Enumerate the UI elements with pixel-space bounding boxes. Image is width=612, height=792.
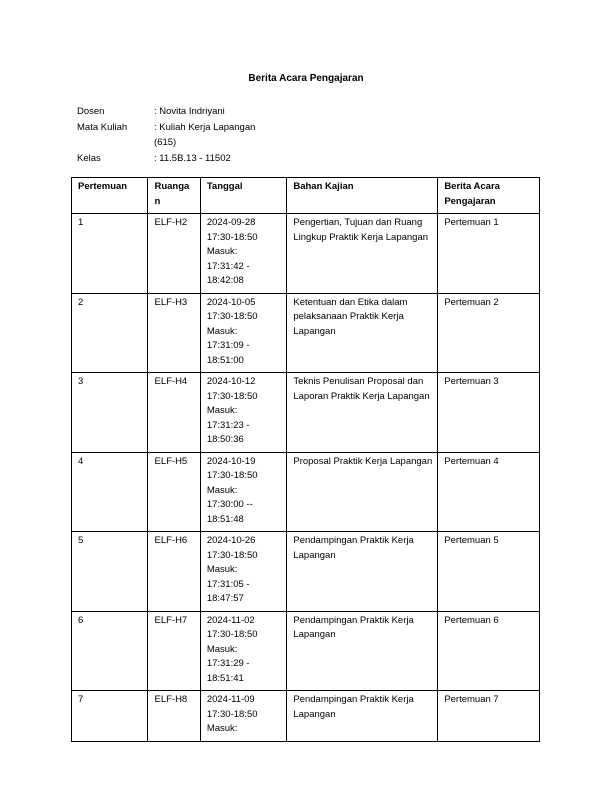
cell-bahan-kajian: Pengertian, Tujuan dan Ruang Lingkup Praktik Kerja Lapangan [287,214,438,294]
cell-pertemuan: 2 [72,293,148,373]
cell-ruangan: ELF-H5 [148,452,200,532]
header-berita-acara: Berita Acara Pengajaran [438,178,540,214]
dosen-label: Dosen [77,106,105,117]
dosen-row [77,104,337,120]
mata-kuliah-value: : Kuliah Kerja Lapangan (615) [154,121,256,148]
tanggal-masuk-time: 17:31:42 - 18:42:08 [206,260,250,286]
table-row [72,214,540,294]
tanggal-masuk-time: 17:31:09 - 18:51:00 [206,340,250,366]
tanggal-date: 2024-11-09 [206,694,255,705]
cell-pertemuan: 7 [72,691,148,742]
cell-tanggal [200,293,287,373]
tanggal-masuk: Masuk: [206,246,238,257]
kelas-row [77,151,337,167]
tanggal-masuk: Masuk: [206,723,238,734]
table-row [72,373,540,453]
cell-berita-acara: Pertemuan 1 [438,214,540,294]
table-header-row [72,178,540,214]
tanggal-masuk: Masuk: [206,564,238,575]
tanggal-jam: 17:30-18:50 [206,470,258,481]
cell-berita-acara: Pertemuan 6 [438,611,540,691]
course-info [77,104,337,166]
cell-tanggal [200,452,287,532]
cell-tanggal [200,214,287,294]
table-row [72,293,540,373]
tanggal-jam: 17:30-18:50 [206,629,258,640]
cell-bahan-kajian: Proposal Praktik Kerja Lapangan [287,452,438,532]
table-row [72,691,540,742]
tanggal-jam: 17:30-18:50 [206,549,258,561]
cell-bahan-kajian: Ketentuan dan Etika dalam pelaksanaan Praktik Kerja Lapangan [287,293,438,373]
mata-kuliah-row [77,120,337,151]
tanggal-masuk-time: 17:30:00 -- 18:51:48 [206,499,253,525]
header-tanggal: Tanggal [200,178,287,214]
tanggal-jam: 17:30-18:50 [206,708,258,720]
teaching-record-table [71,177,540,742]
tanggal-masuk-time: 17:31:29 - 18:51:41 [206,658,250,684]
tanggal-masuk: Masuk: [206,484,238,496]
cell-bahan-kajian: Pendampingan Praktik Kerja Lapangan [287,691,438,742]
cell-pertemuan: 4 [72,452,148,532]
page-title: Berita Acara Pengajaran [248,73,364,84]
tanggal-masuk: Masuk: [206,325,238,337]
header-pertemuan: Pertemuan [72,178,148,214]
tanggal-date: 2024-09-28 [206,217,256,228]
cell-ruangan: ELF-H6 [148,532,200,612]
cell-berita-acara: Pertemuan 2 [438,293,540,373]
kelas-value: : 11.5B.13 - 11502 [154,152,231,164]
cell-bahan-kajian: Teknis Penulisan Proposal dan Laporan Praktik Kerja Lapangan [287,373,438,453]
cell-berita-acara: Pertemuan 5 [438,532,540,612]
cell-tanggal [200,373,287,453]
tanggal-jam: 17:30-18:50 [206,231,258,243]
tanggal-date: 2024-11-02 [206,614,255,626]
table-row [72,611,540,691]
cell-pertemuan: 3 [72,373,148,453]
cell-tanggal [200,611,287,691]
tanggal-masuk-time: 17:31:23 - 18:50:36 [206,419,250,445]
cell-pertemuan: 6 [72,611,148,691]
cell-berita-acara: Pertemuan 4 [438,452,540,532]
tanggal-jam: 17:30-18:50 [206,311,258,322]
cell-berita-acara: Pertemuan 3 [438,373,540,453]
table-row [72,452,540,532]
cell-tanggal [200,691,287,742]
tanggal-jam: 17:30-18:50 [206,390,258,402]
cell-ruangan: ELF-H7 [148,611,200,691]
tanggal-date: 2024-10-12 [206,376,256,387]
tanggal-masuk: Masuk: [206,643,238,655]
table-row [72,532,540,612]
cell-ruangan: ELF-H8 [148,691,200,742]
tanggal-date: 2024-10-19 [206,455,256,467]
header-ruangan: Ruangan [148,178,200,214]
cell-ruangan: ELF-H2 [148,214,200,294]
cell-bahan-kajian: Pendampingan Praktik Kerja Lapangan [287,611,438,691]
tanggal-masuk: Masuk: [206,405,238,416]
dosen-value: : Novita Indriyani [154,106,225,117]
cell-tanggal [200,532,287,612]
cell-ruangan: ELF-H4 [148,373,200,453]
cell-ruangan: ELF-H3 [148,293,200,373]
kelas-label: Kelas [77,152,101,164]
cell-pertemuan: 5 [72,532,148,612]
cell-bahan-kajian: Pendampingan Praktik Kerja Lapangan [287,532,438,612]
mata-kuliah-label: Mata Kuliah [77,121,128,133]
tanggal-date: 2024-10-05 [206,296,256,308]
cell-berita-acara: Pertemuan 7 [438,691,540,742]
tanggal-masuk-time: 17:31:05 - 18:47:57 [206,578,250,604]
tanggal-date: 2024-10-26 [206,535,256,546]
header-bahan-kajian: Bahan Kajian [287,178,438,214]
cell-pertemuan: 1 [72,214,148,294]
